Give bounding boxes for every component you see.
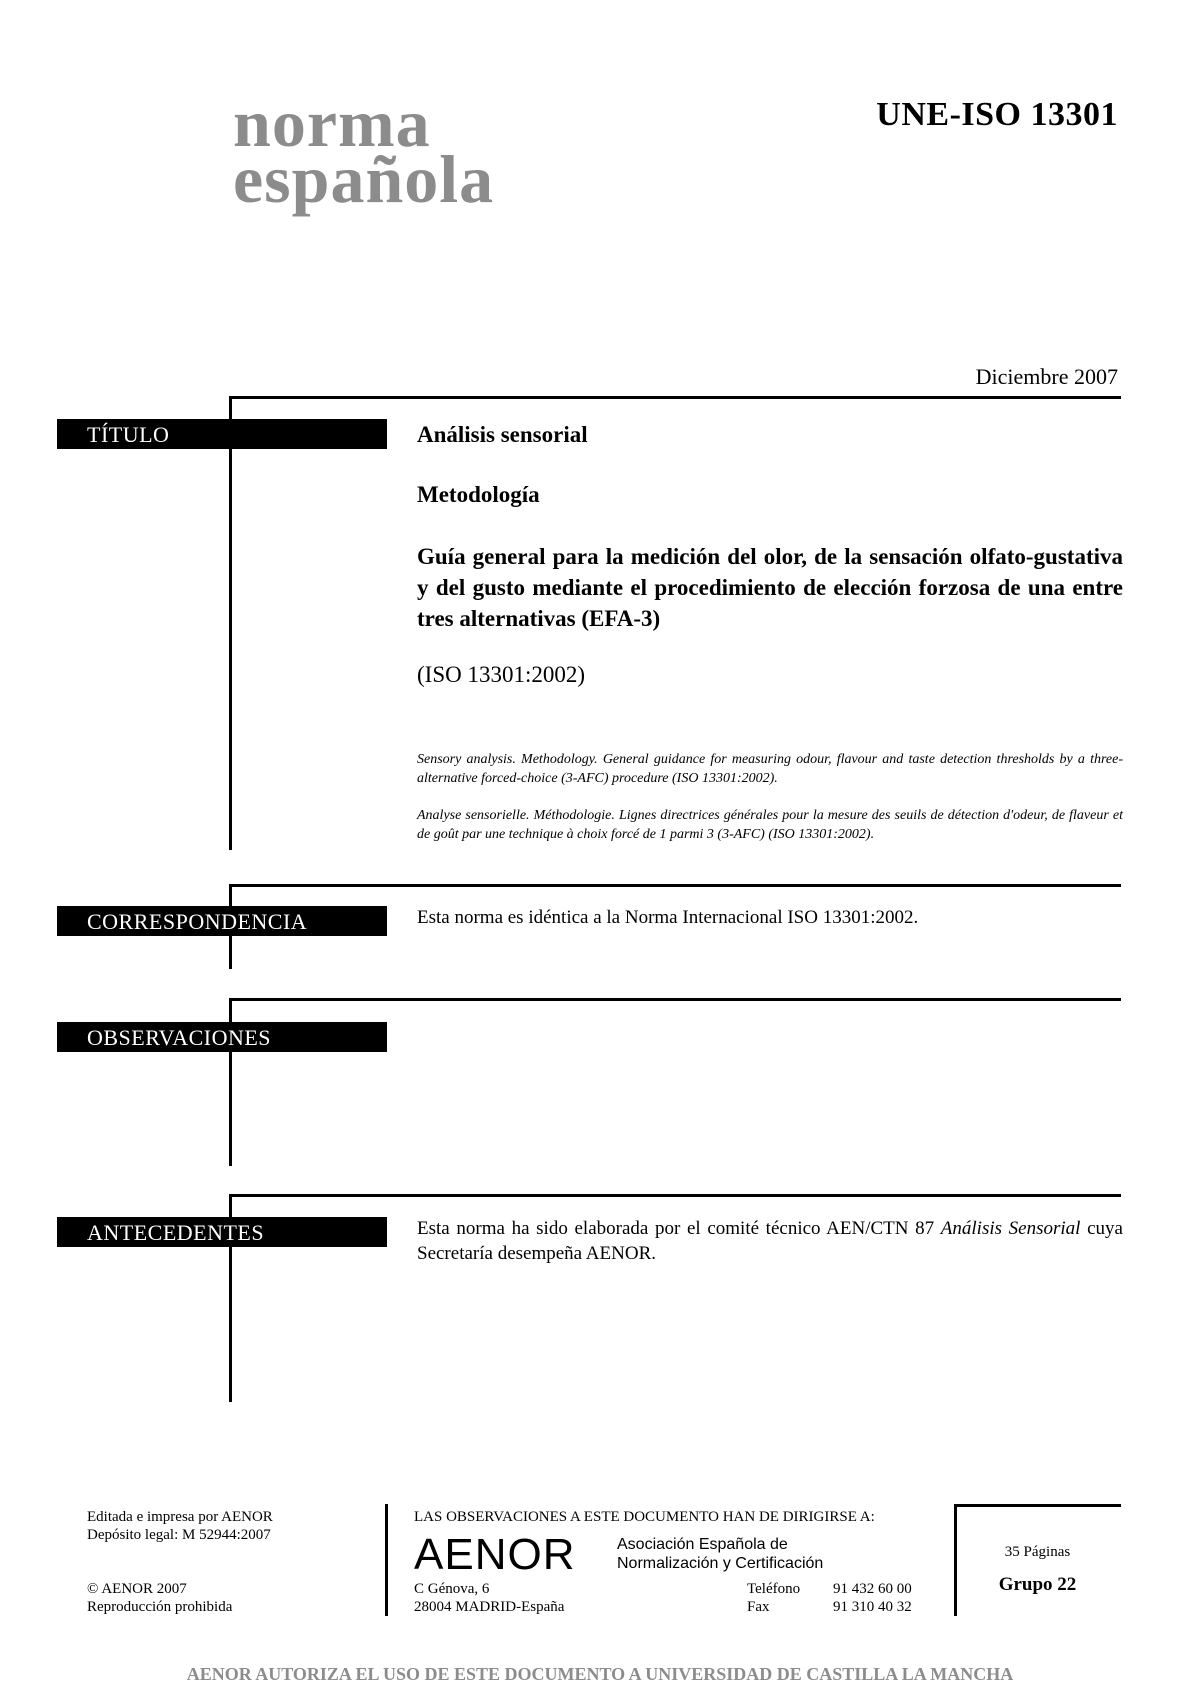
antecedentes-text-start: Esta norma ha sido elaborada por el comité técnico AEN/CTN 87 (417, 1218, 941, 1239)
titulo-vertical-rule (229, 396, 232, 850)
license-notice: AENOR AUTORIZA EL USO DE ESTE DOCUMENTO A UNIVERSIDAD DE CASTILLA LA MANCHA (186, 1664, 1014, 1684)
contact-labels (747, 1580, 800, 1616)
observaciones-label: OBSERVACIONES (57, 1022, 387, 1052)
assoc-line-1: Asociación Española de (617, 1536, 788, 1553)
antecedentes-committee: Análisis Sensorial (940, 1218, 1081, 1239)
publication-date: Diciembre 2007 (975, 364, 1118, 389)
title-metodologia: Metodología (417, 482, 540, 507)
brand-line-1: norma (233, 85, 431, 161)
assoc-line-2: Normalización y Certificación (617, 1555, 824, 1572)
antecedentes-text (417, 1216, 1123, 1266)
fax-value: 91 310 40 32 (833, 1599, 912, 1615)
address-line-1: C Génova, 6 (414, 1581, 490, 1597)
aenor-address (414, 1580, 564, 1616)
titulo-top-rule (229, 396, 1121, 399)
aenor-logo: AENOR (414, 1530, 576, 1579)
title-main: Guía general para la medición del olor, de la sensación olfato-gustativa y del gusto mediante el procedimiento de elección forzosa de una entre tres alternativas (EFA-3) (417, 544, 1123, 631)
fax-label: Fax (747, 1599, 770, 1615)
observaciones-top-rule (229, 998, 1121, 1001)
brand-title (233, 85, 495, 217)
copyright: © AENOR 2007 (87, 1581, 187, 1597)
english-title: Sensory analysis. Methodology. General guidance for measuring odour, flavour and taste detection thresholds by a three-alternative forced-choice (3-AFC) procedure (ISO 13301:2002). (417, 752, 1123, 786)
antecedentes-top-rule (229, 1194, 1121, 1197)
legal-deposit: Depósito legal: M 52944:2007 (87, 1527, 271, 1543)
brand-line-2: española (233, 141, 495, 217)
correspondencia-text: Esta norma es idéntica a la Norma Internacional ISO 13301:2002. (417, 907, 919, 928)
footer-copyright (87, 1580, 232, 1616)
aenor-association (617, 1535, 823, 1573)
antecedentes-text-end: cuya Secretaría desempeña AENOR. (417, 1218, 1123, 1264)
titulo-label: TÍTULO (57, 419, 387, 449)
iso-reference: (ISO 13301:2002) (417, 662, 586, 687)
correspondencia-label: CORRESPONDENCIA (57, 906, 387, 936)
reproduction-notice: Reproducción prohibida (87, 1599, 233, 1615)
phone-value: 91 432 60 00 (833, 1581, 912, 1597)
contact-values (833, 1580, 912, 1616)
footer-box-top-rule (954, 1504, 1121, 1507)
standard-code: UNE-ISO 13301 (876, 96, 1118, 133)
phone-label: Teléfono (747, 1581, 801, 1597)
title-analisis: Análisis sensorial (417, 422, 588, 447)
footer-divider-left (385, 1504, 388, 1616)
french-title: Analyse sensorielle. Méthodologie. Lignes directrices générales pour la mesure des seuils de détection d'odeur, de flaveur et de goût par une technique à choix forcé de 1 parmi 3 (3-AFC) (ISO 13301:2002). (417, 808, 1123, 842)
footer-publisher (87, 1508, 273, 1544)
address-line-2: 28004 MADRID-España (414, 1599, 565, 1615)
observations-heading: LAS OBSERVACIONES A ESTE DOCUMENTO HAN DE DIRIGIRSE A: (414, 1509, 875, 1525)
page-count: 35 Páginas (1004, 1544, 1071, 1560)
antecedentes-label: ANTECEDENTES (57, 1217, 387, 1247)
group-number: Grupo 22 (998, 1574, 1077, 1595)
correspondencia-top-rule (229, 884, 1121, 887)
edited-by: Editada e impresa por AENOR (87, 1509, 273, 1525)
